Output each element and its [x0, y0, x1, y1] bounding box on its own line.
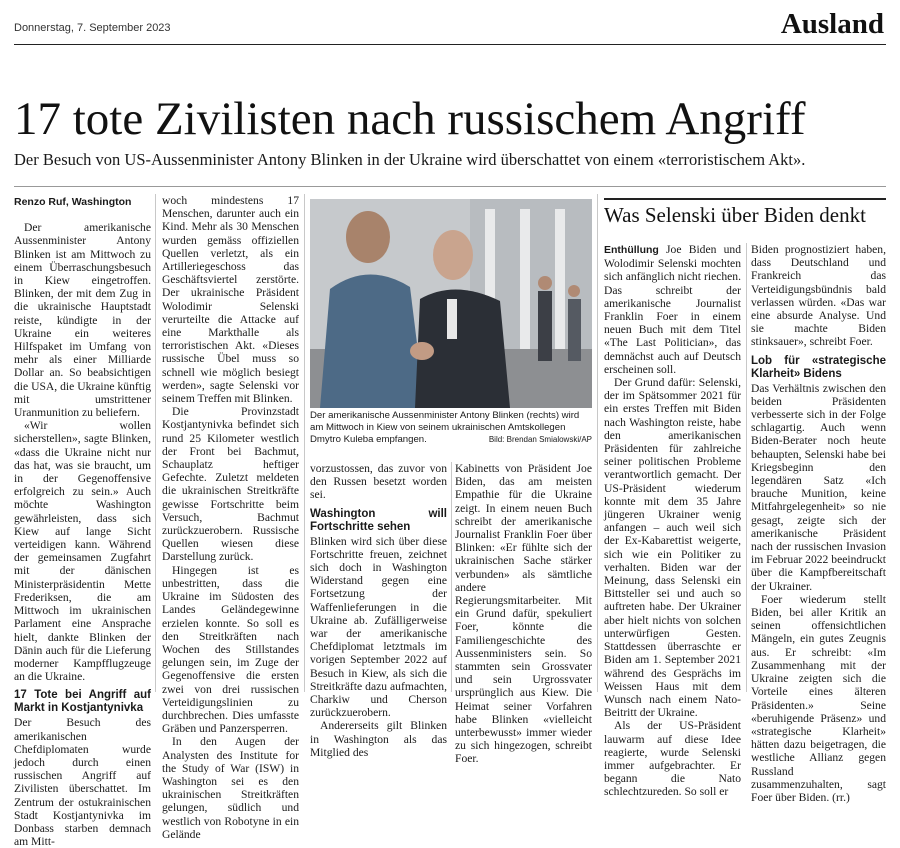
paragraph: Joe Biden und Wolodimir Selenski mochten sich anfänglich nicht riechen. Das schreibt der amerikanische Journalist Franklin Foer in einem neuen Buch mit dem Titel «The Last Politician», das demnächst auch auf Deutsch erscheinen soll. [604, 243, 741, 376]
paragraph: Der Grund dafür: Selenski, der im Spätsommer 2021 für ein erstes Treffen mit Biden nach Washington reiste, habe den amerikanischen Präsidenten für zahlreiche seiner politischen Probleme verantwortlich gemacht. Der US-Präsident wiederum konnte mit dem 35 Jahre jüngeren Ukrainer wenig anfangen – auch weil sich der Ex-Kabarettist weigerte, sich wie ein Politiker zu verhalten. Biden war der Meinung, dass Selenski ein Bittsteller sei und auch so auftreten habe. Der Ukrainer aber hielt nichts von solchen unterwürfigen Gesten. Stattdessen überraschte er Biden am 1. September 2021 während des Gesprächs im Weissen Haus mit dem Wunsch nach einem Nato-Beitritt der Ukraine. [604, 376, 741, 720]
column-divider [304, 194, 305, 692]
article-column-3 [310, 462, 447, 759]
sidebar-column-2 [751, 243, 886, 804]
column-divider [746, 243, 747, 692]
column-divider [451, 462, 452, 692]
photo-illustration [310, 199, 592, 408]
article-column-2 [162, 194, 299, 841]
paragraph: Foer wiederum stellt Biden, bei aller Kritik an seinen offensichtlichen Mängeln, ein gutes Zeugnis aus. Er schreibt: «Im Zusammenhang mit der Ukraine zeigten sich die Vorteile eines älteren Präsidenten.» Seine «beruhigende Präsenz» und «strategische Klarheit» hätten dazu beigetragen, die westliche Allianz gegen Russland zusammenzuhalten, sagt Foer über Biden. (rr.) [751, 592, 886, 804]
byline: Renzo Ruf, Washington [14, 196, 132, 208]
paragraph: vorzustossen, das zuvor von den Russen besetzt worden sei. [310, 462, 447, 502]
paragraph: Als der US-Präsident lauwarm auf diese Idee reagierte, wurde Selenski immer aufgebrachter. Er begann die Nato schlechtzureden. So soll er [604, 719, 741, 799]
paragraph: Biden prognostiziert haben, dass Deutschland und Frankreich das Verteidigungsbündnis bald verlassen würden. «Das war eine absurde Analyse. Und sie machte Biden stinksauer», schreibt Foer. [751, 243, 886, 349]
subline-rule [14, 186, 886, 187]
paragraph: Blinken wird sich über diese Fortschritte freuen, zeichnet sich doch in Washington Widerstand gegen eine Fortsetzung der Waffenlieferungen in die Ukraine ab. Zufälligerweise war der amerikanische Chefdiplomat letztmals im vorigen September 2022 auf Besuch in Kiew, als sich die Streitkräfte dazu aufmachten, Charkiw und Cherson zurückzuerobern. [310, 534, 447, 720]
sidebar-title: Was Selenski über Biden denkt [604, 203, 866, 227]
column-divider [155, 194, 156, 692]
article-subline: Der Besuch von US-Aussenminister Antony Blinken in der Ukraine wird überschattet von einem «terroristischem Akt». [14, 150, 806, 169]
paragraph: woch mindestens 17 Menschen, darunter auch ein Kind. Mehr als 30 Menschen wurden gemäss offiziellen Quellen verletzt, als ein Artilleriegeschoss das Geschäftsviertel zerstörte. Der ukrainische Präsident Wolodimir Selenski verurteilte die Attacke auf eine Markthalle als terroristischen Akt. «Dieses russische Übel muss so schnell wie möglich besiegt werden», sagte Selenski vor seinem Treffen mit Blinken. [162, 194, 299, 406]
photo-caption [310, 410, 592, 446]
column-divider [597, 194, 598, 692]
photo-caption-text: Der amerikanische Aussenminister Antony Blinken (rechts) wird am Mittwoch in Kiew von seinem ukrainischen Amtskollegen Dmytro Kuleba empfangen. [310, 410, 580, 445]
sidebar-kicker: Enthüllung [604, 244, 659, 256]
paragraph: Kabinetts von Präsident Joe Biden, das am meisten Empathie für die Ukraine zeigt. In einem neuen Buch schreibt der amerikanische Journalist Franklin Foer über Blinken: «Er fühlte sich der ukrainischen Sache stärker verbunden» als sämtliche andere Regierungsmitarbeiter. Mit ein Grund dafür, spekuliert Foer, könnte die Familiengeschichte des Aussenministers sein. So stammten sein Grossvater und sein Urgrossvater ursprünglich aus Kiew. Die Heimat seiner Vorfahren habe Blinken «vielleicht unterbewusst» immer wieder zu sich hingezogen, schreibt Foer. [455, 462, 592, 766]
top-rule [14, 44, 886, 45]
paragraph: Der amerikanische Aussenminister Antony Blinken ist am Mittwoch zu einem Überraschungsbesuch in Kiew eingetroffen. Blinken, der mit dem Zug in die ukrainische Hauptstadt reiste, kündigte in der Ukraine ein weiteres Hilfspaket im Umfang von mehr als einer Milliarde Dollar an. So beabsichtigen die USA, die Ukraine künftig mit umstrittener Uranmunition zu beliefern. [14, 221, 151, 420]
paragraph: Andererseits gilt Blinken in Washington als das Mitglied des [310, 719, 447, 759]
section-label: Ausland [780, 8, 884, 40]
article-headline: 17 tote Zivilisten nach russischem Angriff [14, 93, 806, 145]
article-photo [310, 199, 592, 408]
paragraph: Hingegen ist es unbestritten, dass die Ukraine im Südosten des Landes Geländegewinne erzielen konnte. So soll es den Streitkräften nach Wochen des Stillstandes gelungen sein, im Zuge der Gegenoffensive die ersten zwei von drei russischen Verteidigungslinien zu durchbrechen. Dies umfasste Gräben und Panzersperren. [162, 563, 299, 736]
paragraph: Das Verhältnis zwischen den beiden Präsidenten verbesserte sich in der Folge schlagartig. Auch wenn Biden-Berater noch heute behaupten, Selenski habe bei Kriegsbeginn den legendären Satz «Ich brauche Munition, keine Mitfahrgelegenheit» so nie gesagt, zeigte sich der amerikanische Präsident nach der russischen Invasion im Februar 2022 beeindruckt über die Kampfbereitschaft der Ukrainer. [751, 381, 886, 593]
paragraph: «Wir wollen sicherstellen», sagte Blinken, «dass die Ukraine nicht nur das hat, was sie braucht, um in der Gegenoffensive erfolgreich zu sein.» Auch möchte Washington gewährleisten, dass sich Kiew auf lange Sicht verteidigen kann. Während der gemeinsamen Zugfahrt mit der dänischen Ministerpräsidentin Mette Frederiksen, die am Mittwoch im ukrainischen Parlament eine Ansprache hielt, dankte Blinken der Dänin auch für die Lieferung moderner Kampfflugzeuge an die Ukraine. [14, 419, 151, 684]
subheading: Lob für «strategische Klarheit» Bidens [751, 354, 886, 380]
sidebar-column-1 [604, 243, 741, 799]
article-column-4 [455, 462, 592, 766]
subheading: 17 Tote bei Angriff auf Markt in Kostjantynivka [14, 689, 151, 715]
subheading: Washington will Fortschritte sehen [310, 507, 447, 533]
article-column-1 [14, 194, 151, 848]
photo-credit: Bild: Brendan Smialowski/AP [488, 435, 592, 444]
paragraph: Der Besuch des amerikanischen Chefdiplomaten wurde jedoch durch einen russischen Angriff auf Zivilisten überschattet. Im Zentrum der ostukrainischen Stadt Kostjantynivka im Donbass starben demnach am Mitt- [14, 716, 151, 848]
paragraph: Die Provinzstadt Kostjantynivka befindet sich rund 25 Kilometer westlich der Front bei Bachmut, Schauplatz heftiger Gefechte. Zuletzt meldeten die ukrainischen Streitkräfte gewisse Fortschritte beim Versuch, Bachmut zurückzuerobern. Russische Quellen wiesen diese Darstellung zurück. [162, 405, 299, 564]
sidebar-rule [604, 198, 886, 200]
paragraph: In den Augen der Analysten des Institute for the Study of War (ISW) in Washington sei es den ukrainischen Streitkräften gelungen, südlich und westlich von Robotyne in ein Gelände [162, 735, 299, 841]
header-date: Donnerstag, 7. September 2023 [14, 22, 171, 34]
